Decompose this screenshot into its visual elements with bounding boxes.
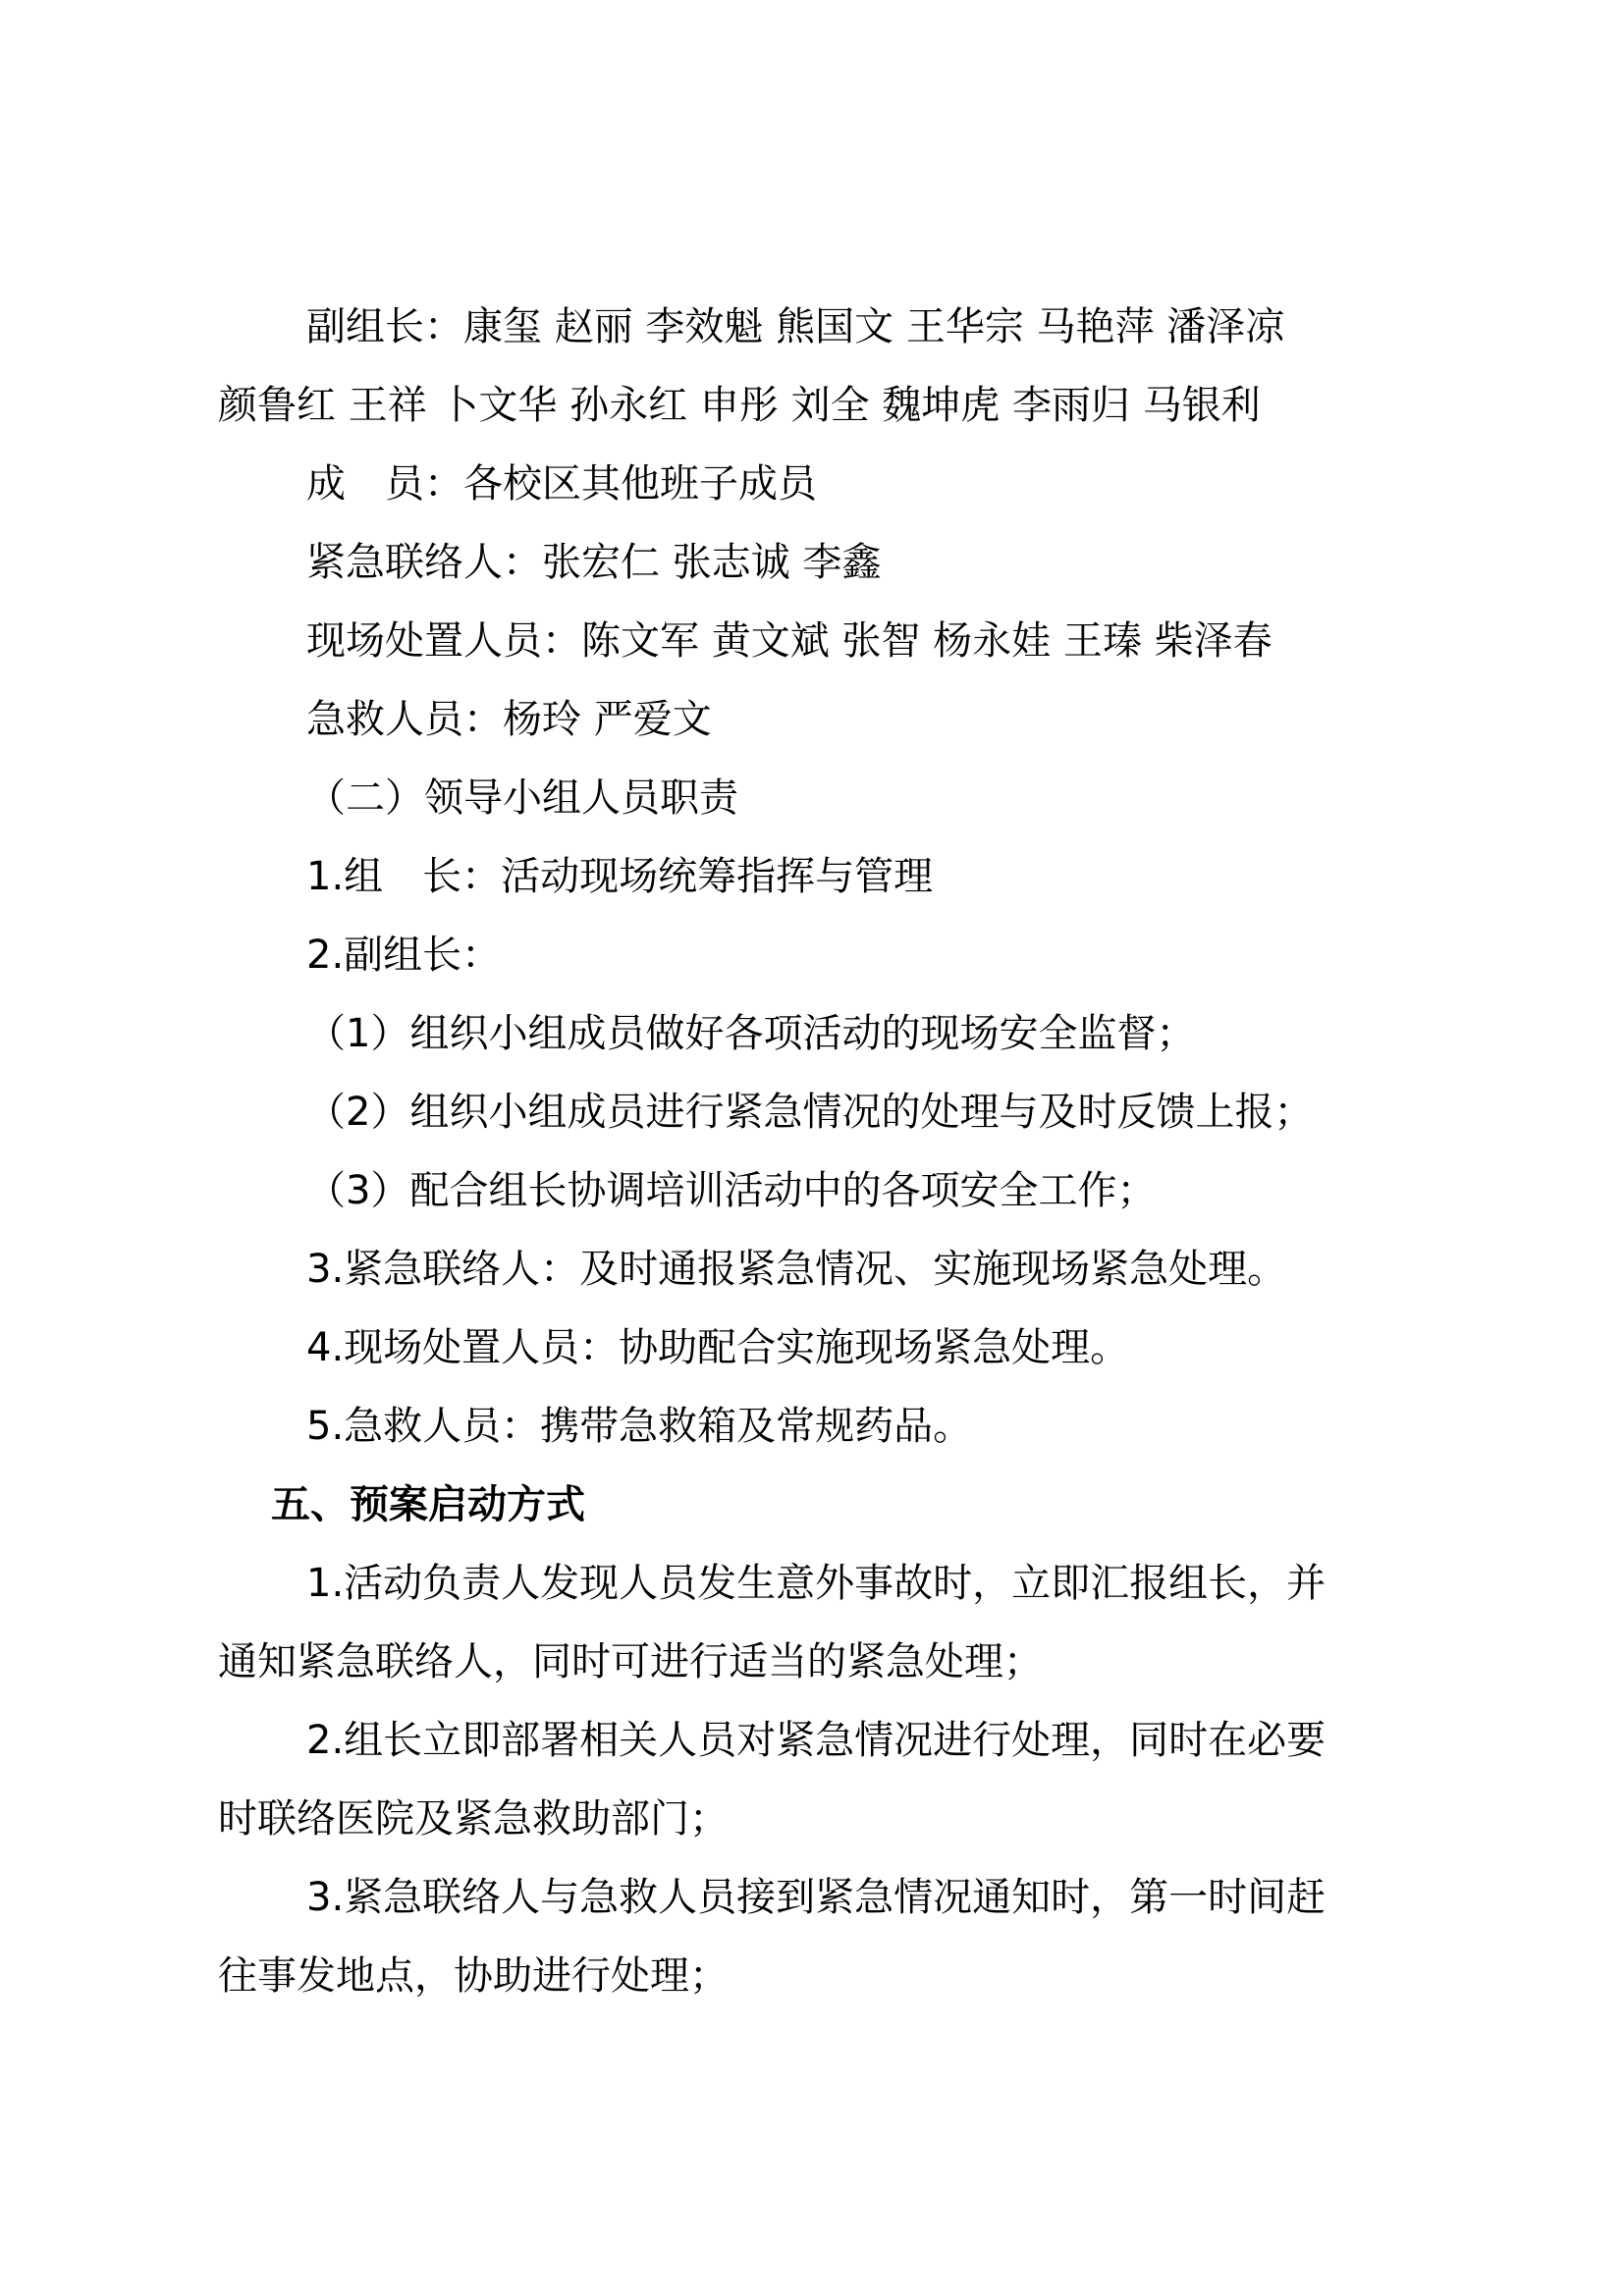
duty-vice-item-1: （1）组织小组成员做好各项活动的现场安全监督； xyxy=(306,1011,1196,1056)
onsite-handling-line: 现场处置人员：陈文军 黄文斌 张智 杨永娃 王瑧 柴泽春 xyxy=(306,618,1272,664)
section-five-heading: 五、预案启动方式 xyxy=(271,1482,585,1527)
duty-contact-line: 3.紧急联络人：及时通报紧急情况、实施现场紧急处理。 xyxy=(306,1247,1287,1292)
plan-step-2-line-2: 时联络医院及紧急救助部门； xyxy=(218,1796,729,1842)
plan-step-3-line-2: 往事发地点，协助进行处理； xyxy=(218,1953,729,1999)
vice-leader-list-line-1: 副组长：康玺 赵丽 李效魁 熊国文 王华宗 马艳萍 潘泽凉 xyxy=(306,304,1285,349)
duty-vice-item-2: （2）组织小组成员进行紧急情况的处理与及时反馈上报； xyxy=(306,1090,1314,1135)
section-duties-heading: （二）领导小组人员职责 xyxy=(306,775,738,821)
plan-step-1-line-1: 1.活动负责人发现人员发生意外事故时，立即汇报组长，并 xyxy=(306,1561,1326,1606)
plan-step-3-line-1: 3.紧急联络人与急救人员接到紧急情况通知时，第一时间赶 xyxy=(306,1875,1326,1920)
members-line: 成 员：各校区其他班子成员 xyxy=(306,461,817,507)
duty-vice-item-3: （3）配合组长协调培训活动中的各项安全工作； xyxy=(306,1168,1157,1213)
duty-first-aid-line: 5.急救人员：携带急救箱及常规药品。 xyxy=(306,1404,973,1449)
plan-step-2-line-1: 2.组长立即部署相关人员对紧急情况进行处理，同时在必要 xyxy=(306,1718,1326,1763)
duty-vice-leader-line: 2.副组长： xyxy=(306,933,502,978)
duty-onsite-line: 4.现场处置人员：协助配合实施现场紧急处理。 xyxy=(306,1325,1130,1370)
emergency-contact-line: 紧急联络人：张宏仁 张志诚 李鑫 xyxy=(306,540,882,585)
plan-step-1-line-2: 通知紧急联络人，同时可进行适当的紧急处理； xyxy=(218,1639,1043,1684)
duty-leader-line: 1.组 长：活动现场统筹指挥与管理 xyxy=(306,854,934,899)
first-aid-line: 急救人员：杨玲 严爱文 xyxy=(306,697,712,742)
vice-leader-list-line-2: 颜鲁红 王祥 卜文华 孙永红 申彤 刘全 魏坤虎 李雨归 马银利 xyxy=(218,383,1261,428)
